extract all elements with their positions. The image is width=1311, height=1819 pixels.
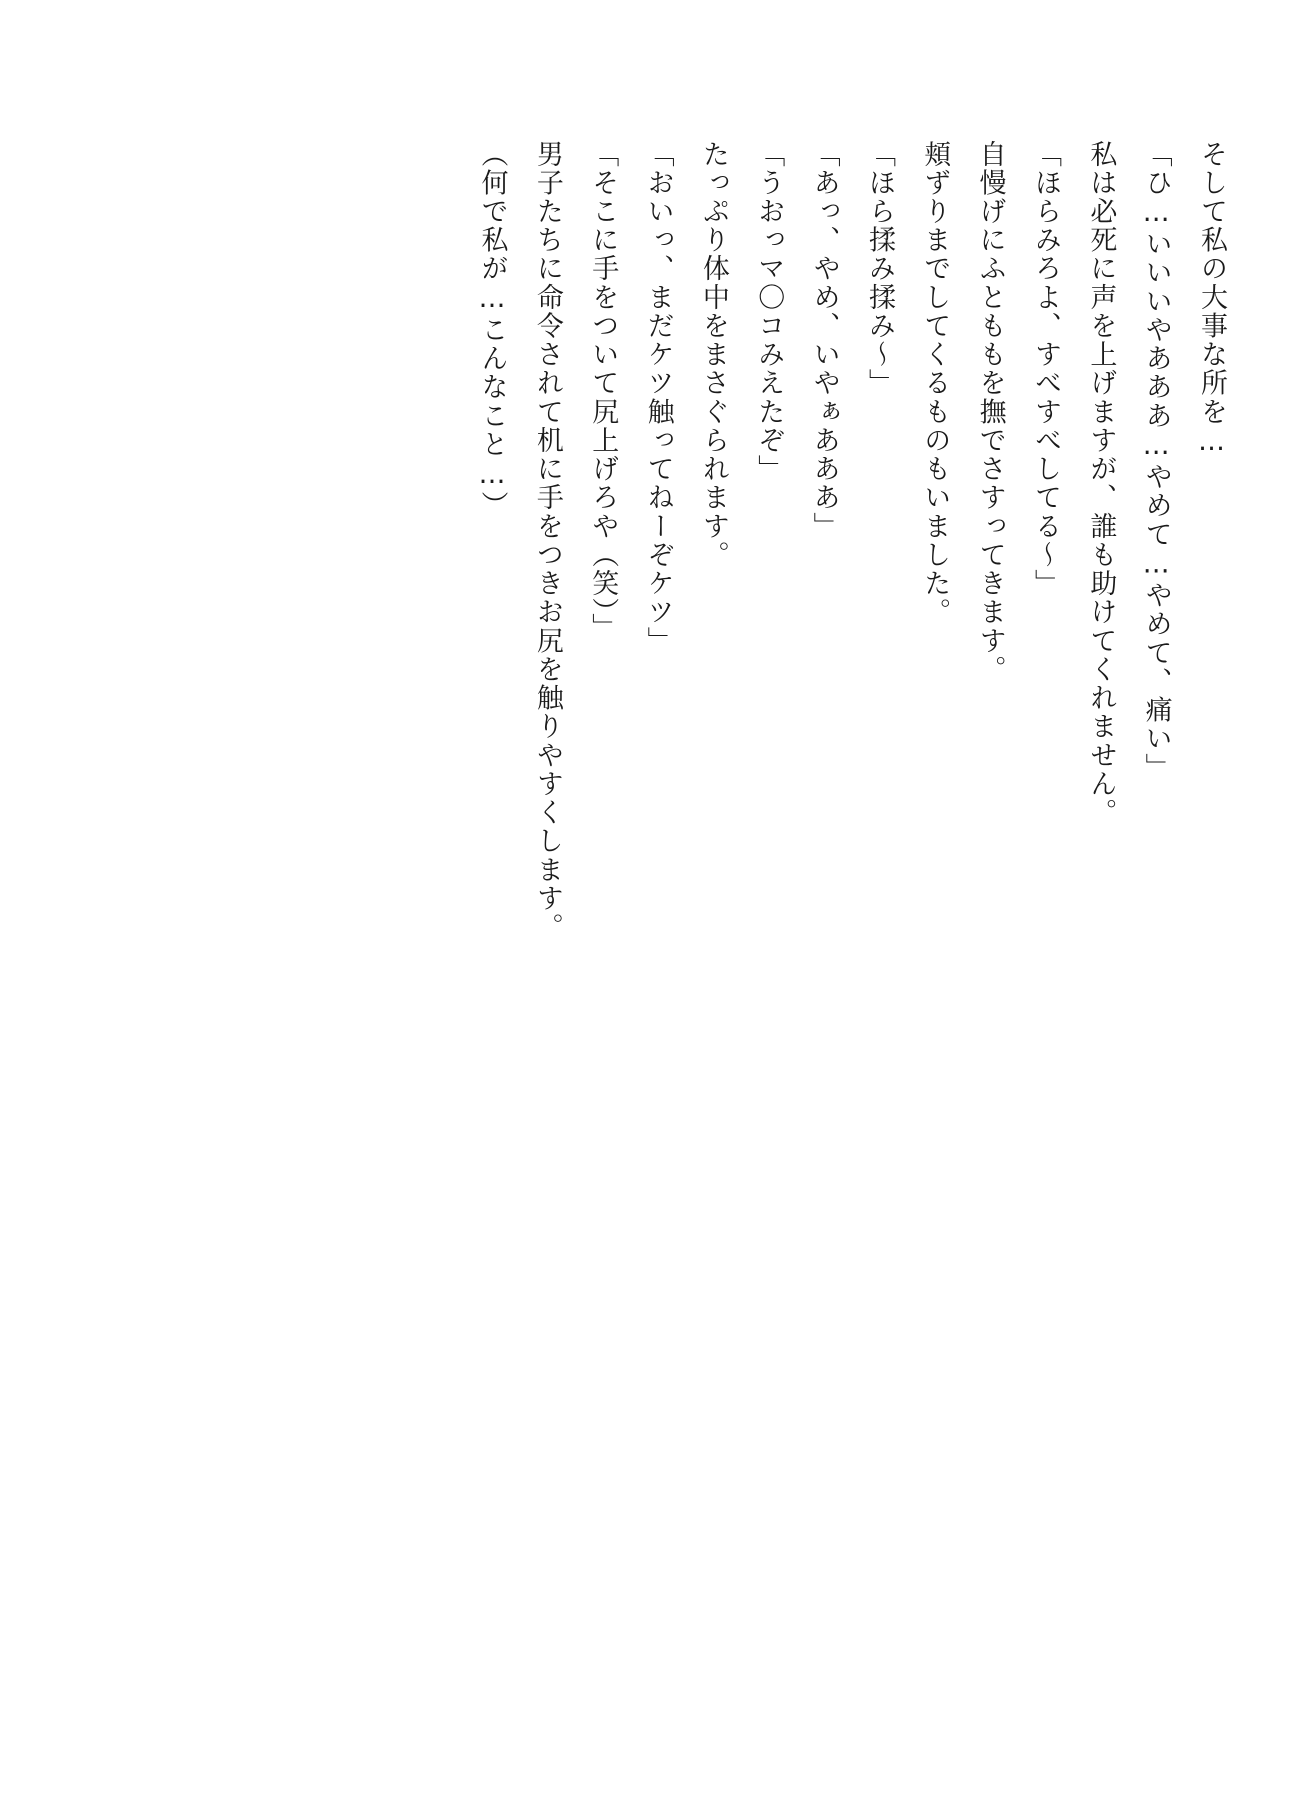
text-line: 自慢げにふとももを撫でさすってきます。 <box>974 140 1006 684</box>
text-line: 「おいっ、まだケツ触ってねーぞケツ」 <box>642 140 674 656</box>
text-line: 「ほらみろよ、すべすべしてる～」 <box>1029 140 1061 598</box>
vertical-text-body <box>464 140 1239 1140</box>
text-line: 「そこに手をついて尻上げろや（笑）」 <box>587 140 619 642</box>
text-line: 私は必死に声を上げますが、誰も助けてくれません。 <box>1085 140 1117 827</box>
text-line: 「うおっマ〇コみえたぞ」 <box>753 140 785 484</box>
text-line: 「ひ…いいいやあああ…やめて…やめて、痛い」 <box>1140 140 1172 782</box>
text-line: 「あっ、やめ、いやぁあああ」 <box>808 140 840 541</box>
text-line: そして私の大事な所を… <box>1196 140 1227 459</box>
text-line: 「ほら揉み揉み～」 <box>863 140 895 398</box>
text-line: （何で私が…こんなこと…） <box>476 140 508 521</box>
text-line: 男子たちに命令されて机に手をつきお尻を触りやすくします。 <box>531 140 563 942</box>
text-line: 頬ずりまでしてくるものもいました。 <box>919 140 951 627</box>
text-line: たっぷり体中をまさぐられます。 <box>697 140 729 570</box>
